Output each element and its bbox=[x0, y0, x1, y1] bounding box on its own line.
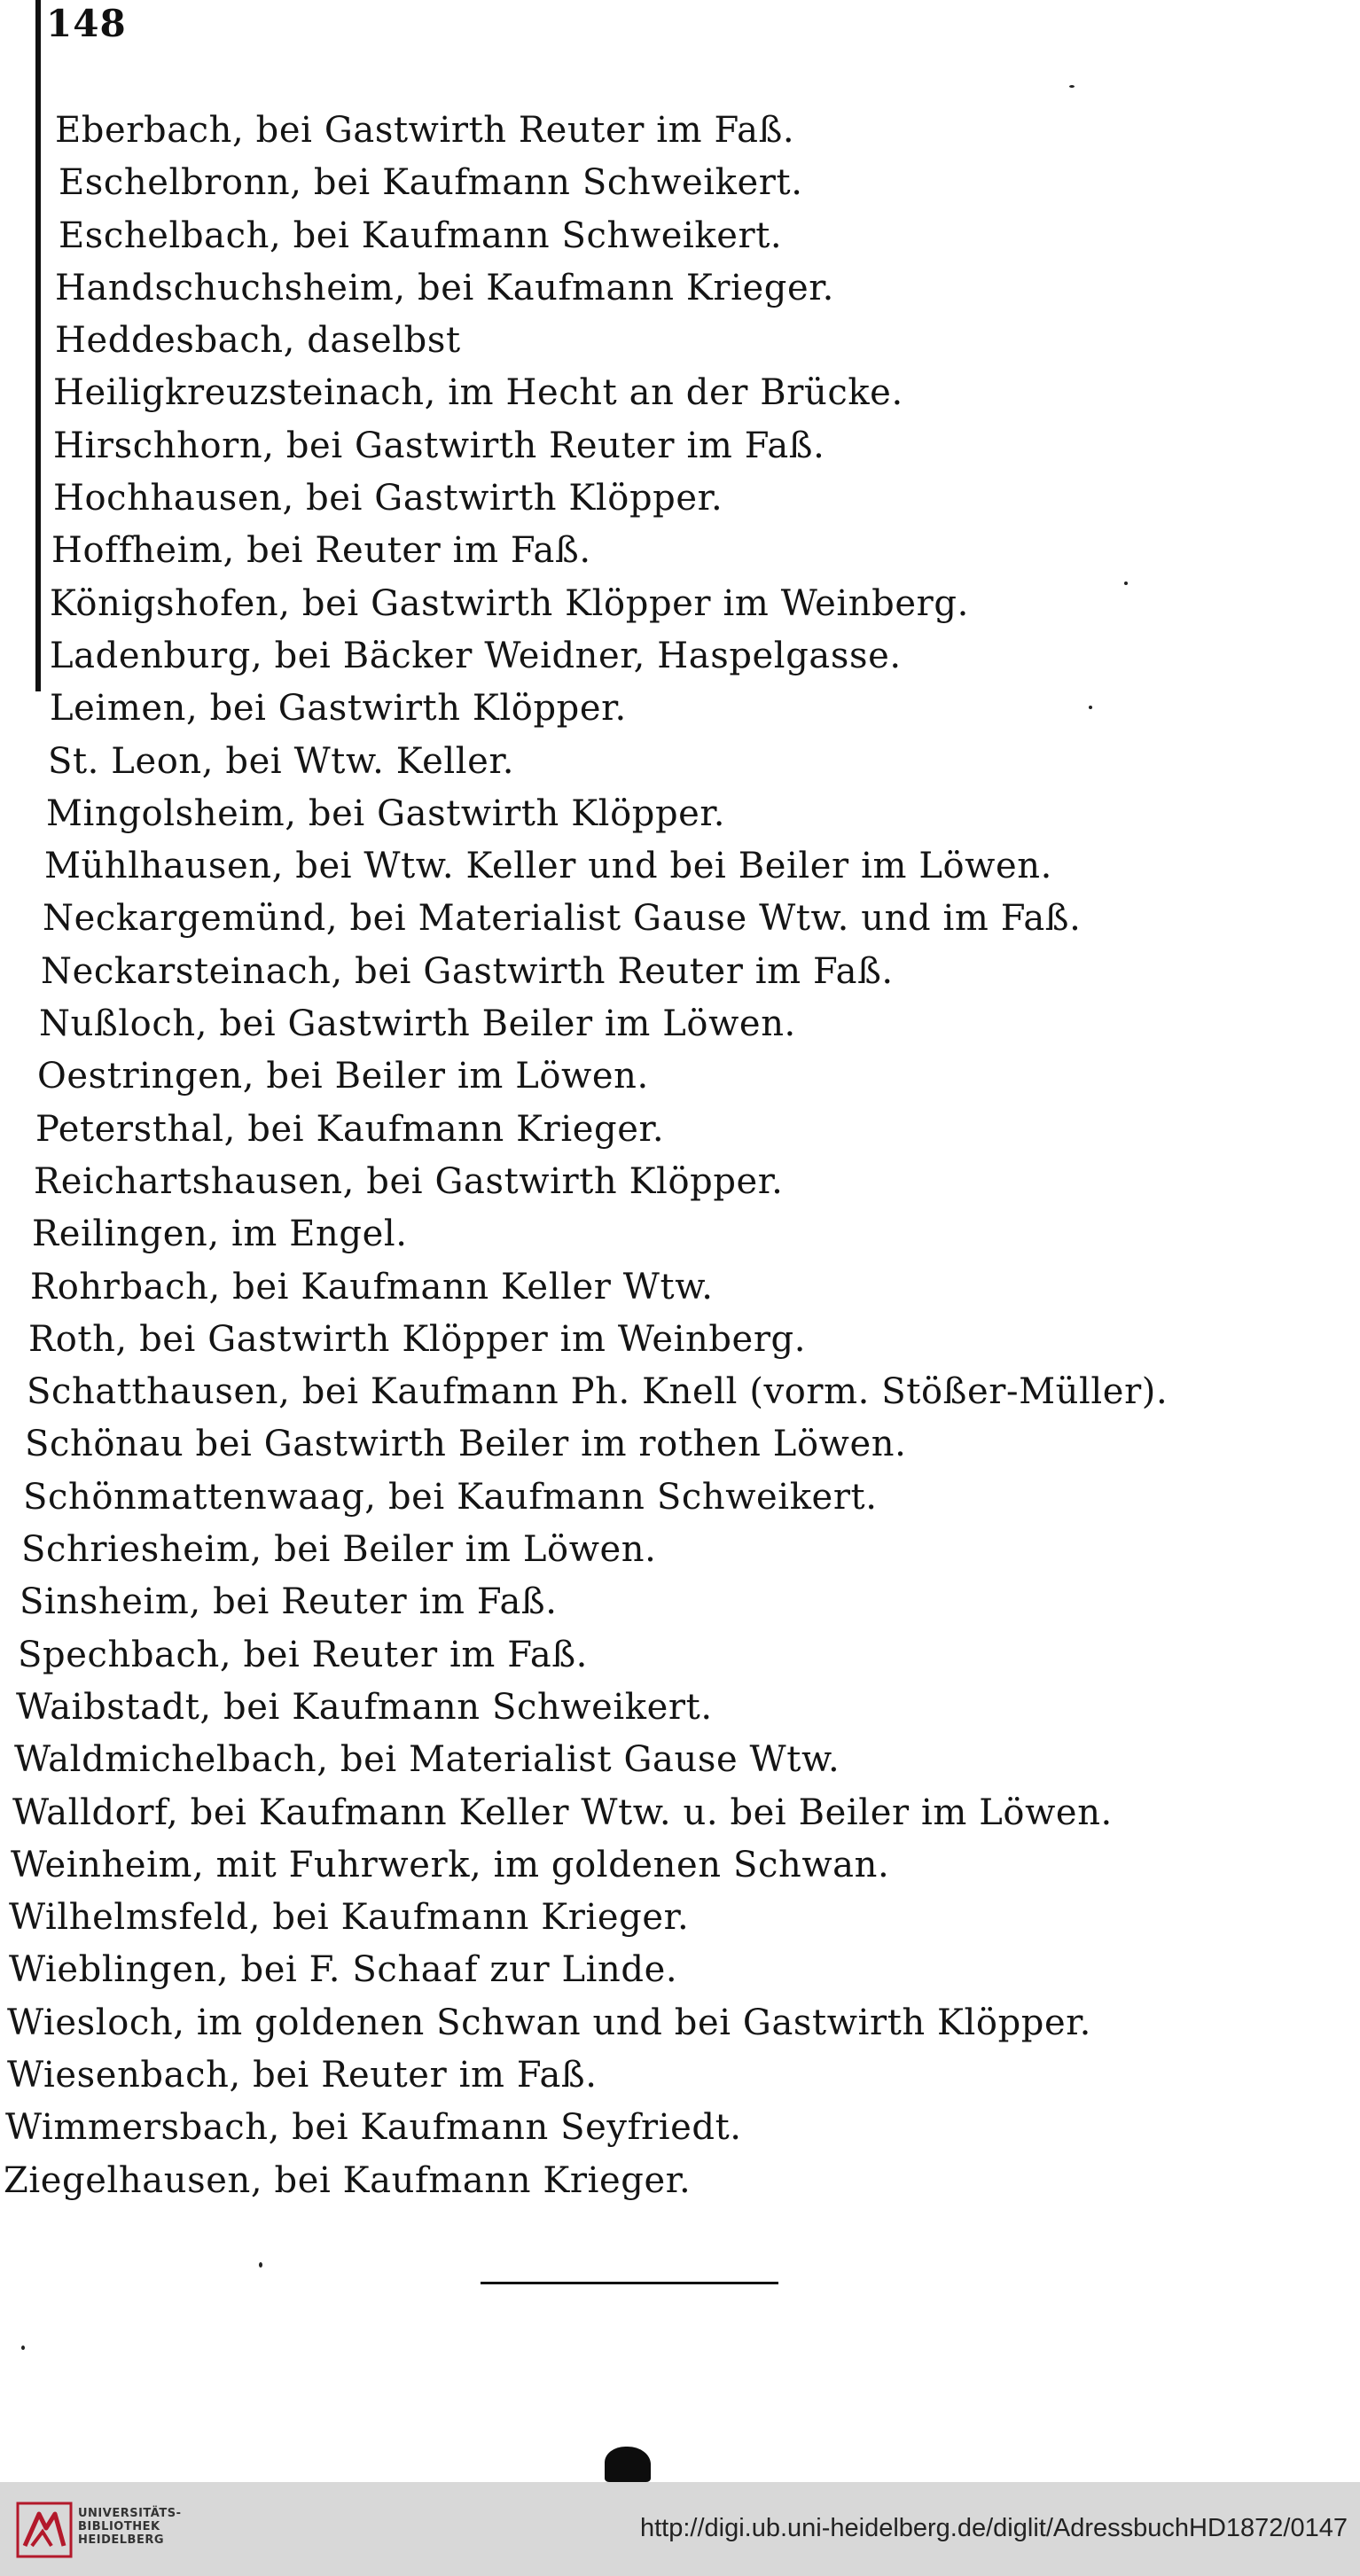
list-item: Mühlhausen, bei Wtw. Keller und bei Beiler im Löwen. bbox=[44, 846, 1052, 887]
list-item: Spechbach, bei Reuter im Faß. bbox=[18, 1634, 588, 1675]
list-item: Reilingen, im Engel. bbox=[32, 1214, 408, 1255]
list-item: Petersthal, bei Kaufmann Krieger. bbox=[35, 1108, 665, 1150]
list-item: Ladenburg, bei Bäcker Weidner, Haspelgasse. bbox=[50, 635, 902, 676]
list-item: Hirschhorn, bei Gastwirth Reuter im Faß. bbox=[53, 425, 825, 466]
heidelberg-library-logo-icon bbox=[16, 2502, 73, 2558]
list-item: Sinsheim, bei Reuter im Faß. bbox=[20, 1581, 558, 1623]
list-item: Heddesbach, daselbst bbox=[55, 320, 461, 362]
list-item: Schatthausen, bei Kaufmann Ph. Knell (vorm. Stößer-Müller). bbox=[27, 1371, 1169, 1413]
list-item: Schönmattenwaag, bei Kaufmann Schweikert. bbox=[23, 1476, 878, 1518]
list-item: Heiligkreuzsteinach, im Hecht an der Brücke. bbox=[53, 372, 903, 414]
list-item: Wilhelmsfeld, bei Kaufmann Krieger. bbox=[9, 1897, 690, 1939]
list-item: Ziegelhausen, bei Kaufmann Krieger. bbox=[4, 2159, 692, 2201]
list-item: Wimmersbach, bei Kaufmann Seyfriedt. bbox=[5, 2107, 742, 2149]
list-item: Walldorf, bei Kaufmann Keller Wtw. u. bei Beiler im Löwen. bbox=[12, 1791, 1113, 1833]
source-url-link[interactable]: http://digi.ub.uni-heidelberg.de/diglit/AdressbuchHD1872/0147 bbox=[639, 2514, 1348, 2542]
list-item: Neckargemünd, bei Materialist Gause Wtw. und im Faß. bbox=[43, 898, 1082, 940]
list-item: Mingolsheim, bei Gastwirth Klöpper. bbox=[46, 792, 726, 834]
list-item: Reichartshausen, bei Gastwirth Klöpper. bbox=[34, 1160, 784, 1202]
closing-rule bbox=[481, 2282, 778, 2284]
list-item: Oestringen, bei Beiler im Löwen. bbox=[37, 1056, 649, 1097]
list-item: Eberbach, bei Gastwirth Reuter im Faß. bbox=[55, 110, 795, 151]
digitization-footer bbox=[0, 2482, 1360, 2576]
list-item: Rohrbach, bei Kaufmann Keller Wtw. bbox=[30, 1266, 714, 1308]
list-item: Nußloch, bei Gastwirth Beiler im Löwen. bbox=[39, 1003, 796, 1045]
list-item: Hochhausen, bei Gastwirth Klöpper. bbox=[53, 478, 723, 519]
ink-speck bbox=[21, 2346, 25, 2350]
list-item: Wiesloch, im goldenen Schwan und bei Gastwirth Klöpper. bbox=[7, 2002, 1091, 2043]
list-item: Handschuchsheim, bei Kaufmann Krieger. bbox=[55, 267, 834, 308]
list-item: Schönau bei Gastwirth Beiler im rothen Löwen. bbox=[25, 1424, 907, 1465]
list-item: Wiesenbach, bei Reuter im Faß. bbox=[7, 2054, 598, 2096]
list-item: Roth, bei Gastwirth Klöpper im Weinberg. bbox=[28, 1318, 807, 1360]
library-name bbox=[78, 2507, 181, 2547]
library-name-line: BIBLIOTHEK bbox=[78, 2520, 160, 2533]
list-item: Waldmichelbach, bei Materialist Gause Wtw. bbox=[14, 1739, 840, 1781]
list-item: Schriesheim, bei Beiler im Löwen. bbox=[21, 1529, 657, 1571]
list-item: Leimen, bei Gastwirth Klöpper. bbox=[50, 688, 627, 730]
ink-speck bbox=[259, 2262, 262, 2268]
entry-list bbox=[0, 105, 1360, 2207]
list-item: Neckarsteinach, bei Gastwirth Reuter im Faß. bbox=[41, 950, 894, 992]
ink-blot bbox=[605, 2447, 651, 2482]
list-item: Hoffheim, bei Reuter im Faß. bbox=[51, 530, 591, 572]
ink-speck bbox=[1089, 706, 1092, 709]
library-name-line: HEIDELBERG bbox=[78, 2533, 165, 2547]
list-item: Eschelbronn, bei Kaufmann Schweikert. bbox=[59, 162, 803, 204]
ink-speck bbox=[1069, 85, 1075, 88]
list-item: Weinheim, mit Fuhrwerk, im goldenen Schwan. bbox=[11, 1844, 890, 1885]
list-item: Königshofen, bei Gastwirth Klöpper im Weinberg. bbox=[50, 582, 969, 624]
list-item: St. Leon, bei Wtw. Keller. bbox=[48, 740, 515, 782]
page-number: 148 bbox=[46, 2, 127, 45]
list-item: Waibstadt, bei Kaufmann Schweikert. bbox=[16, 1686, 713, 1728]
ink-speck bbox=[1124, 582, 1128, 585]
list-item: Eschelbach, bei Kaufmann Schweikert. bbox=[59, 215, 783, 256]
list-item: Wieblingen, bei F. Schaaf zur Linde. bbox=[9, 1949, 678, 1991]
library-name-line: UNIVERSITÄTS- bbox=[78, 2507, 182, 2520]
